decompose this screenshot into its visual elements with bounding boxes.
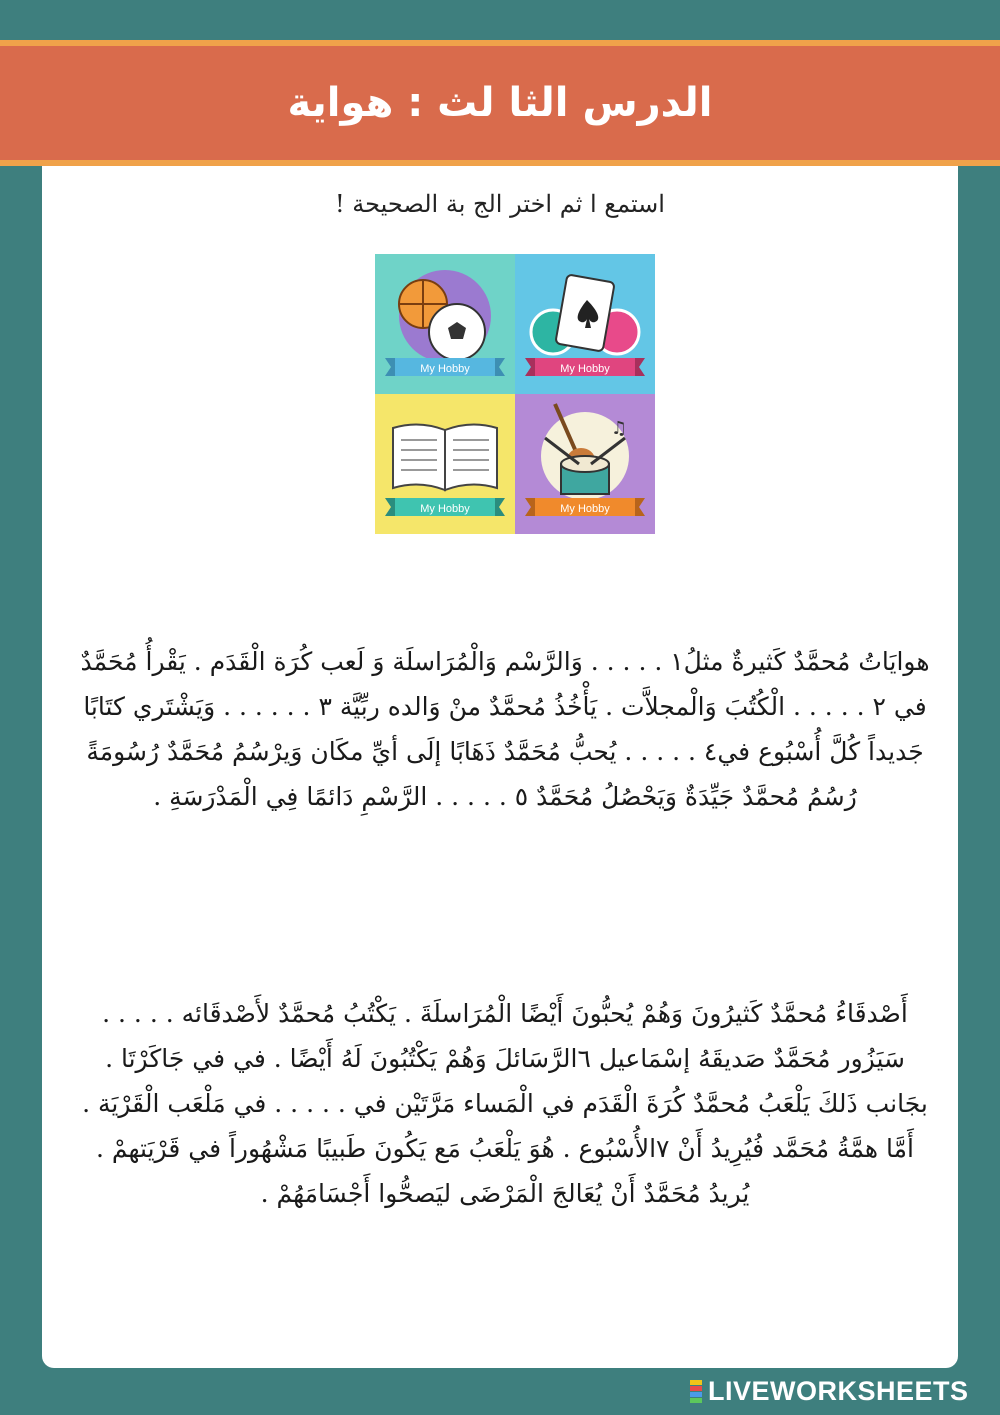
reading-paragraph-2: أَصْدقَاءُ مُحمَّدٌ كَثيرُونَ وَهُمْ يُحبُّونَ أَيْضًا الْمُرَاسلَةَ . يَكْتُبُ مُحمَّدٌ لأَصْدقَائه . . . . . سَيَزُور مُحَمَّدٌ صَديقَهُ إسْمَاعيل ٦الرَّسَائلَ وَهُمْ يَكْتُبُونَ لَهُ أَيْضًا . في في جَاكَرْتَا . بجَانب ذَلكَ يَلْعَبُ مُحمَّدٌ كُرَةَ الْقَدَم في الْمَساء مَرَّتَيْن في . . . . . في مَلْعَب الْقَرْيَة . أَمَّا همَّةُ مُحَمَّد فُيُرِيدُ أَنْ ٧الأُسْبُوع . هُوَ يَلْعَبُ مَع يَكُونَ طَبيبًا مَشْهُوراً في قَرْيَتهمْ . يُريدُ مُحَمَّدٌ أَنْ يُعَالجَ الْمَرْضَى ليَصحُّوا أَجْسَامَهُمْ . xyxy=(82,999,928,1208)
reading-paragraph-1: هوايَاتُ مُحمَّدٌ كَثيرةٌ مثلُ١ . . . . . وَالرَّسْم وَالْمُرَاسلَة وَ لَعب كُرَة الْقَدَم . يَقْرأُ مُحَمَّدٌ في ٢ . . . . . الْكُتُبَ وَالْمجلاَّت . يَأْخُذُ مُحمَّدٌ منْ وَالده ربِّيَّة ٣ . . . . . . وَيَشْتَري كتَابًا جَديداً كُلَّ أُسْبُوع في٤ . . . . . يُحبُّ مُحَمَّدٌ ذَهَابًا إلَى أيِّ مكَان وَيرْسُمُ مُحَمَّدٌ رُسُومَةً رُسُمُ مُحمَّدٌ جَيِّدَةٌ وَيَحْصُلُ مُحَمَّدٌ ٥ . . . . . الرَّسْمِ دَائمًا فِي الْمَدْرَسَةِ . xyxy=(80,647,930,811)
sports-balls-icon xyxy=(375,254,515,394)
hobby-image-grid xyxy=(375,254,655,534)
hobby-tile-music xyxy=(515,394,655,534)
title-banner xyxy=(0,40,1000,166)
tile-label: My Hobby xyxy=(560,363,610,375)
page-title: الدرس الثا لث : هواية xyxy=(287,80,713,126)
open-book-icon xyxy=(375,394,515,534)
playing-card-icon xyxy=(515,254,655,394)
instruction-text: استمع ا ثم اختر الج بة الصحيحة ! xyxy=(335,190,665,218)
top-strip xyxy=(0,0,1000,40)
logo-mark-icon xyxy=(690,1380,702,1403)
tile-label: My Hobby xyxy=(560,503,610,515)
liveworksheets-logo[interactable] xyxy=(690,1376,969,1406)
worksheet-card xyxy=(42,166,958,1368)
hobby-tile-book xyxy=(375,394,515,534)
music-instruments-icon xyxy=(515,394,655,534)
hobby-tile-cards xyxy=(515,254,655,394)
tile-label: My Hobby xyxy=(420,503,470,515)
tile-label: My Hobby xyxy=(420,363,470,375)
svg-text:♫: ♫ xyxy=(611,418,628,439)
hobby-tile-sports xyxy=(375,254,515,394)
logo-text: LIVEWORKSHEETS xyxy=(708,1375,969,1406)
